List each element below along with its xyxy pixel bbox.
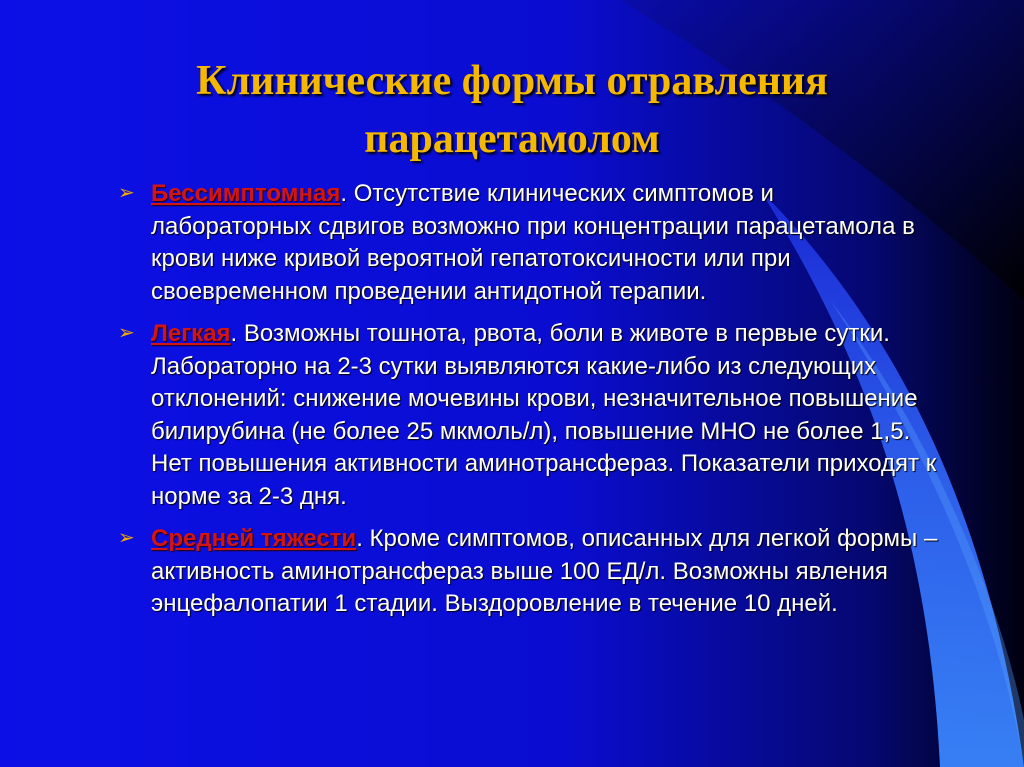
arrow-bullet-icon: ➢ — [118, 525, 135, 549]
list-item — [118, 523, 938, 621]
term-label: Бессимптомная — [151, 180, 341, 207]
term-label: Легкая — [151, 320, 231, 347]
item-text — [151, 318, 938, 513]
arrow-bullet-icon: ➢ — [118, 320, 135, 344]
title-line-2: парацетамолом — [364, 116, 660, 162]
item-description: . Отсутствие клинических симптомов и лабораторных сдвигов возможно при концентрации парацетамола в крови ниже кривой вероятной гепатотоксичности или при своевременном проведении антидотной терапии. — [151, 180, 915, 305]
term-label: Средней тяжести — [151, 525, 357, 552]
bullet-list — [118, 178, 938, 631]
slide-title — [0, 52, 1024, 168]
list-item — [118, 318, 938, 513]
item-description: . Возможны тошнота, рвота, боли в животе в первые сутки. Лабораторно на 2-3 сутки выявляются какие-либо из следующих отклонений: снижение мочевины крови, незначительное повышение билирубина (не более 25 мкмоль/л), повышение МНО не более 1,5. Нет повышения активности аминотрансфераз. Показатели приходят к норме за 2-3 дня. — [151, 320, 937, 510]
item-text — [151, 178, 938, 308]
item-description: . Кроме симптомов, описанных для легкой формы – активность аминотрансфераз выше 100 ЕД/л. Возможны явления энцефалопатии 1 стадии. Выздоровление в течение 10 дней. — [151, 525, 938, 617]
title-line-1: Клинические формы отравления — [196, 58, 828, 104]
arrow-bullet-icon: ➢ — [118, 180, 135, 204]
item-text — [151, 523, 938, 621]
list-item — [118, 178, 938, 308]
